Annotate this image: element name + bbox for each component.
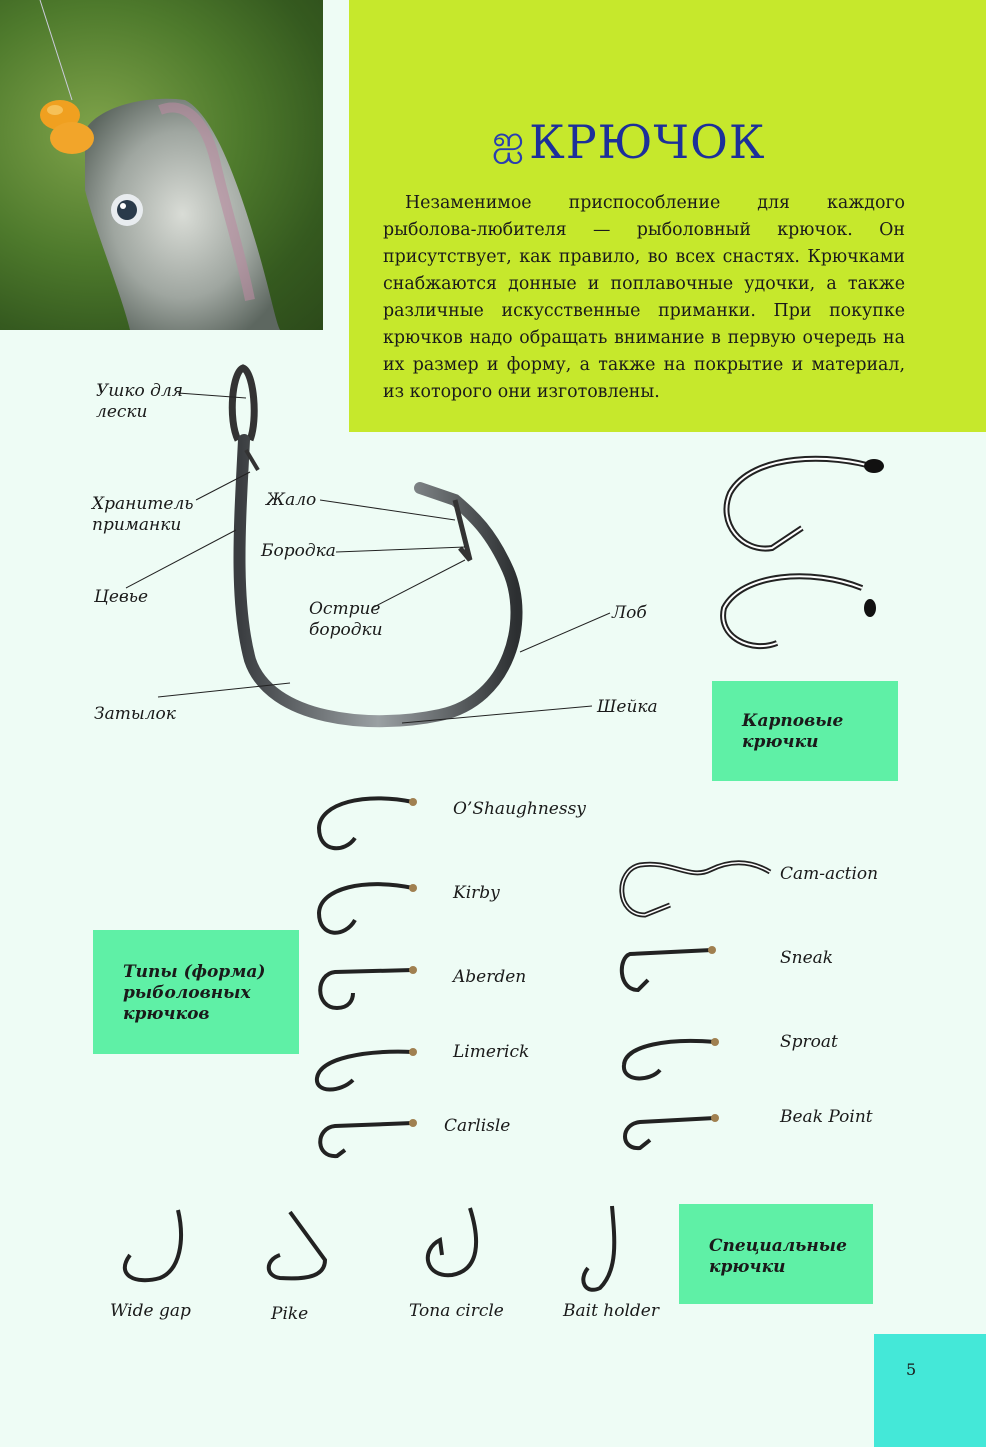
label-shank: Цевье [94, 587, 149, 607]
special-hook-bait-holder: Bait holder [563, 1301, 659, 1321]
special-hooks-box [679, 1204, 873, 1304]
carp-hooks-illustration [712, 448, 912, 648]
hook-types-box-line3: крючков [123, 1004, 210, 1024]
page-number-tab [874, 1334, 986, 1447]
label-bait-keeper-line1: Хранитель [92, 494, 194, 514]
special-hooks-box-line2: крючки [709, 1257, 786, 1277]
label-back: Затылок [94, 704, 176, 724]
label-point: Жало [266, 490, 317, 510]
hook-type-oshaughnessy: O’Shaughnessy [453, 799, 586, 819]
label-throat: Шейка [597, 697, 658, 717]
hook-carlisle-icon [320, 1119, 417, 1156]
special-hook-pike: Pike [271, 1304, 309, 1324]
carp-hooks-box-line2: крючки [742, 732, 819, 752]
hook-types-box-line1: Типы (форма) [123, 962, 266, 982]
hook-sneak-icon [622, 946, 716, 990]
hook-types-box [93, 930, 299, 1054]
hook-type-aberden: Aberden [453, 967, 527, 987]
page-title-text: КРЮЧОК [529, 115, 766, 169]
special-hooks-illustrations [100, 1200, 660, 1300]
hook-limerick-icon [317, 1048, 417, 1090]
title-ornament-icon: ஐ [492, 116, 526, 163]
hook-cam-action-icon [622, 863, 770, 915]
hook-types-left-illustrations [305, 788, 445, 1168]
hook-type-sproat: Sproat [780, 1032, 838, 1052]
page-number: 5 [906, 1360, 917, 1379]
hook-types-right-illustrations [610, 840, 780, 1160]
hook-tona-circle-icon [428, 1208, 476, 1275]
hook-type-cam-action: Cam-action [780, 864, 879, 884]
hook-type-sneak: Sneak [780, 948, 834, 968]
hook-kirby-icon [319, 884, 417, 933]
label-bait-keeper [92, 494, 194, 536]
hook-sproat-icon [624, 1038, 719, 1078]
special-hooks-box-line1: Специальные [709, 1236, 847, 1256]
special-hook-tona-circle: Tona circle [409, 1301, 504, 1321]
label-eye-line1: Ушко для [96, 381, 184, 401]
hook-pike-icon [269, 1212, 325, 1278]
intro-paragraph: Незаменимое приспособление для каждого рыболова-любителя — рыболовный крючок. Он присутствует, как правило, во всех снастях. Крючками снабжаются донные и поплавочные удочки, а также различные искусственные приманки. При покупке крючков надо обращать внимание в первую очередь на их размер и форму, а также на покрытие и материал, из которого они изготовлены. [383, 193, 905, 402]
hook-type-beak-point: Beak Point [780, 1107, 873, 1127]
carp-hooks-box [712, 681, 898, 781]
label-barb-tip-line2: бородки [309, 620, 383, 640]
hook-aberden-icon [320, 966, 417, 1008]
hook-type-kirby: Kirby [453, 883, 500, 903]
hook-wide-gap-icon [125, 1210, 181, 1280]
label-forehead: Лоб [612, 603, 647, 623]
hook-type-carlisle: Carlisle [444, 1116, 511, 1136]
label-eye-line2: лески [96, 402, 148, 422]
hook-bait-holder-icon [583, 1206, 614, 1290]
label-bait-keeper-line2: приманки [92, 515, 182, 535]
hook-types-box-line2: рыболовных [123, 983, 251, 1003]
label-barb-tip-line1: Острие [309, 599, 381, 619]
hook-oshaughnessy-icon [319, 798, 417, 848]
label-barb: Бородка [261, 541, 336, 561]
hook-type-limerick: Limerick [453, 1042, 530, 1062]
label-barb-tip [309, 599, 383, 641]
special-hook-wide-gap: Wide gap [110, 1301, 191, 1321]
carp-hooks-box-line1: Карповые [742, 711, 844, 731]
label-eye [96, 381, 183, 423]
hook-beak-point-icon [625, 1114, 719, 1148]
